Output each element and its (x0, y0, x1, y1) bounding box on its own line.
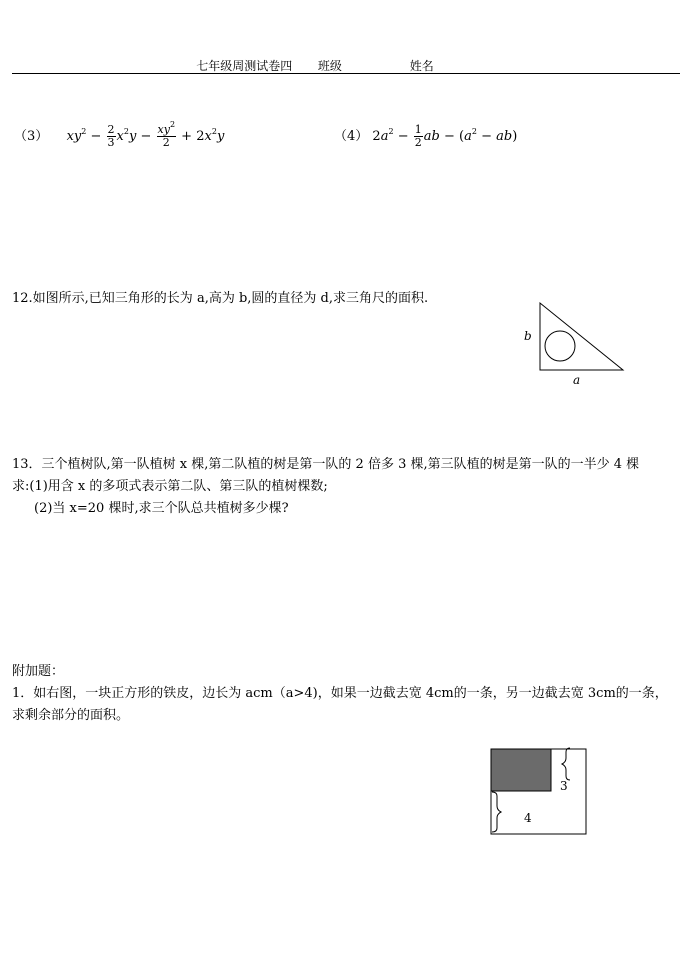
brace-3-icon (562, 748, 570, 780)
expr3-frac2-num: xy (157, 123, 170, 136)
expr3-frac1-num: 2 (107, 123, 115, 136)
expr4-term3-exp: 2 (471, 127, 477, 136)
expr3-op2: − (140, 129, 152, 144)
expr4-op1: − (397, 129, 409, 144)
expr3-term2: x (116, 129, 124, 144)
expr4-frac-num: 1 (414, 123, 422, 136)
class-label: 班级 (317, 59, 342, 73)
page-header (0, 57, 688, 74)
bonus-line2: 求剩余部分的面积。 (12, 708, 130, 723)
expr3-term2-tail: y (128, 129, 137, 144)
header-divider (12, 73, 680, 74)
question-13-line3: (2)当 x=20 棵时,求三个队总共植树多少棵? (34, 501, 289, 516)
expr3-op3: + (181, 129, 193, 144)
triangle-shape (540, 303, 623, 370)
expression-3 (14, 120, 225, 149)
expr3-frac2-num-exp: 2 (169, 120, 176, 129)
expr3-frac2-den: 2 (162, 136, 170, 149)
expr3-term3-tail: y (216, 129, 225, 144)
triangle-ruler-figure (515, 298, 630, 390)
expr3-fraction2 (157, 120, 177, 149)
expr3-term3-exp: 2 (211, 127, 217, 136)
label-4: 4 (524, 811, 532, 825)
label-3: 3 (560, 779, 568, 793)
question-13-line1: 13．三个植树队,第一队植树 x 棵,第二队植的树是第一队的 2 倍多 3 棵,第三队植的树是第一队的一半少 4 棵 (12, 457, 640, 472)
exam-title: 七年级周测试卷四 (196, 59, 293, 73)
square-sheet-figure (484, 744, 594, 840)
label-b: b (524, 329, 532, 343)
label-a: a (573, 373, 581, 387)
expr3-number: （3） (14, 129, 49, 144)
expr4-op2: − (443, 129, 455, 144)
bonus-title: 附加题： (12, 664, 65, 679)
expr4-number: （4） (334, 129, 369, 144)
expr3-term1: xy (66, 129, 82, 144)
question-12-text: 12.如图所示,已知三角形的长为 a,高为 b,圆的直径为 d,求三角尺的面积. (12, 291, 429, 306)
expr4-term4: ab (496, 129, 513, 144)
expr3-fraction1 (107, 124, 116, 149)
bonus-line1: 1．如右图，一块正方形的铁皮，边长为 acm（a>4)，如果一边截去宽 4cm的一条，另一边截去宽 3cm的一条， (12, 686, 668, 701)
expr4-paren-close: ) (512, 129, 518, 144)
expr3-term3: x (204, 129, 212, 144)
expr4-term1: a (380, 129, 389, 144)
expr3-frac1-den: 3 (107, 136, 115, 149)
expr4-op3: − (481, 129, 492, 144)
expr3-term3-coef: 2 (196, 129, 205, 144)
question-13-line2: 求:(1)用含 x 的多项式表示第二队、第三队的植树棵数; (12, 479, 328, 494)
name-label: 姓名 (409, 59, 434, 73)
expr4-term3: a (464, 129, 472, 144)
expr4-term2: ab (423, 129, 440, 144)
expr4-paren-open: ( (459, 129, 465, 144)
expr4-fraction (414, 124, 423, 149)
expr4-frac-den: 2 (414, 136, 422, 149)
expr3-term2-exp: 2 (123, 127, 129, 136)
brace-4-icon (492, 792, 501, 832)
shaded-region (491, 749, 551, 791)
circle-hole (545, 331, 575, 361)
expr3-term1-exp: 2 (81, 127, 87, 136)
expr3-op1: − (90, 129, 102, 144)
expr4-term1-exp: 2 (388, 127, 394, 136)
expression-4 (334, 124, 517, 149)
expr4-term1-coef: 2 (372, 129, 381, 144)
